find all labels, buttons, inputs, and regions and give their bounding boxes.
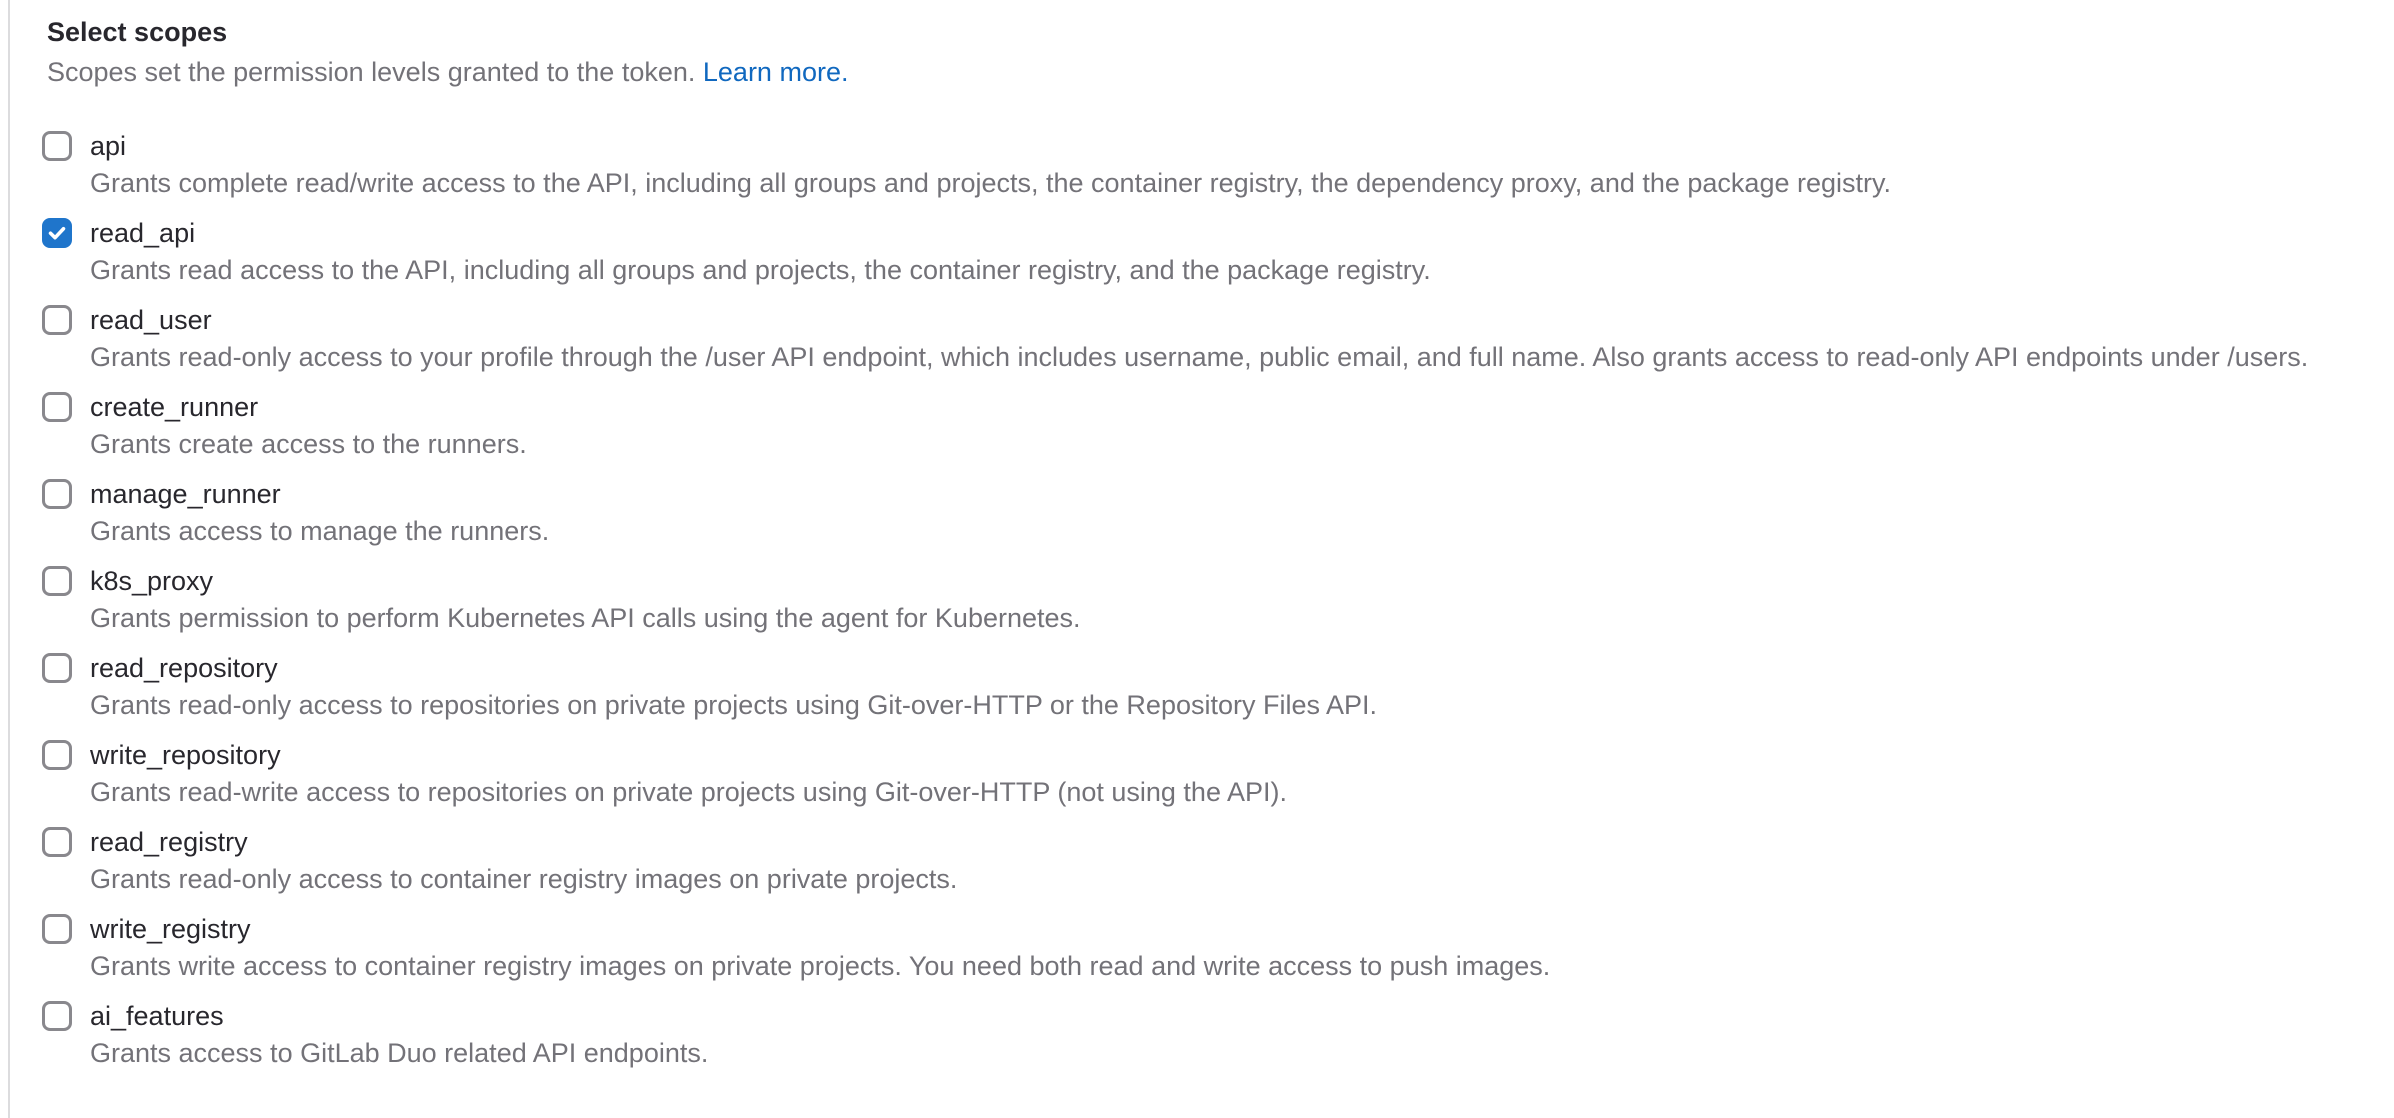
scope-label-line[interactable] (42, 998, 2394, 1035)
scope-label-line[interactable] (42, 824, 2394, 861)
scope-checkbox[interactable] (42, 392, 72, 422)
checkmark-icon (46, 222, 68, 244)
scope-label-line[interactable] (42, 563, 2394, 600)
scope-checkbox[interactable] (42, 914, 72, 944)
scope-checkbox[interactable] (42, 305, 72, 335)
scope-row (0, 215, 2394, 289)
scope-row (0, 128, 2394, 202)
scope-row (0, 302, 2394, 376)
scope-label-line[interactable] (42, 128, 2394, 165)
scope-row (0, 824, 2394, 898)
scope-description: Grants complete read/write access to the API, including all groups and projects, the container registry, the dependency proxy, and the package registry. (90, 168, 1891, 198)
scope-name-label[interactable]: write_repository (90, 740, 281, 770)
subtitle-text: Scopes set the permission levels granted to the token. (47, 57, 696, 87)
scope-checkbox[interactable] (42, 827, 72, 857)
scope-label-line[interactable] (42, 389, 2394, 426)
scope-description: Grants read-only access to your profile through the /user API endpoint, which includes username, public email, and full name. Also grants access to read-only API endpoints under /users. (90, 342, 2309, 372)
section-title: Select scopes (47, 17, 228, 47)
scope-description: Grants read-only access to repositories on private projects using Git-over-HTTP or the Repository Files API. (90, 690, 1378, 720)
scope-checkbox[interactable] (42, 653, 72, 683)
scope-row (0, 563, 2394, 637)
scope-checkbox[interactable] (42, 218, 72, 248)
scope-checkbox[interactable] (42, 1001, 72, 1031)
scope-description: Grants read-only access to container registry images on private projects. (90, 864, 958, 894)
scope-row (0, 998, 2394, 1072)
scope-label-line[interactable] (42, 737, 2394, 774)
scope-checkbox[interactable] (42, 131, 72, 161)
scope-label-line[interactable] (42, 302, 2394, 339)
scope-description: Grants read-write access to repositories on private projects using Git-over-HTTP (not using the API). (90, 777, 1287, 807)
learn-more-link[interactable]: Learn more. (702, 57, 849, 87)
scope-label-line[interactable] (42, 215, 2394, 252)
scope-name-label[interactable]: read_user (90, 305, 212, 335)
scope-checkbox[interactable] (42, 479, 72, 509)
scopes-list (0, 128, 2394, 1072)
scope-row (0, 650, 2394, 724)
scope-description: Grants access to GitLab Duo related API endpoints. (90, 1038, 709, 1068)
scope-checkbox[interactable] (42, 740, 72, 770)
scope-description: Grants access to manage the runners. (90, 516, 550, 546)
scope-name-label[interactable]: manage_runner (90, 479, 281, 509)
scope-description: Grants write access to container registry images on private projects. You need both read and write access to push images. (90, 951, 1551, 981)
section-subtitle (47, 54, 2394, 91)
scope-description: Grants read access to the API, including all groups and projects, the container registry, and the package registry. (90, 255, 1431, 285)
scope-row (0, 476, 2394, 550)
scope-name-label[interactable]: ai_features (90, 1001, 224, 1031)
scope-name-label[interactable]: api (90, 131, 127, 161)
scope-row (0, 389, 2394, 463)
scope-description: Grants permission to perform Kubernetes API calls using the agent for Kubernetes. (90, 603, 1081, 633)
scope-label-line[interactable] (42, 911, 2394, 948)
scope-name-label[interactable]: read_registry (90, 827, 248, 857)
scope-name-label[interactable]: k8s_proxy (90, 566, 214, 596)
scope-row (0, 911, 2394, 985)
scope-name-label[interactable]: create_runner (90, 392, 259, 422)
panel-left-border (8, 0, 10, 1118)
scope-label-line[interactable] (42, 476, 2394, 513)
scope-description: Grants create access to the runners. (90, 429, 527, 459)
scope-label-line[interactable] (42, 650, 2394, 687)
scope-checkbox[interactable] (42, 566, 72, 596)
scope-row (0, 737, 2394, 811)
scope-name-label[interactable]: write_registry (90, 914, 251, 944)
scope-name-label[interactable]: read_api (90, 218, 196, 248)
scope-name-label[interactable]: read_repository (90, 653, 278, 683)
